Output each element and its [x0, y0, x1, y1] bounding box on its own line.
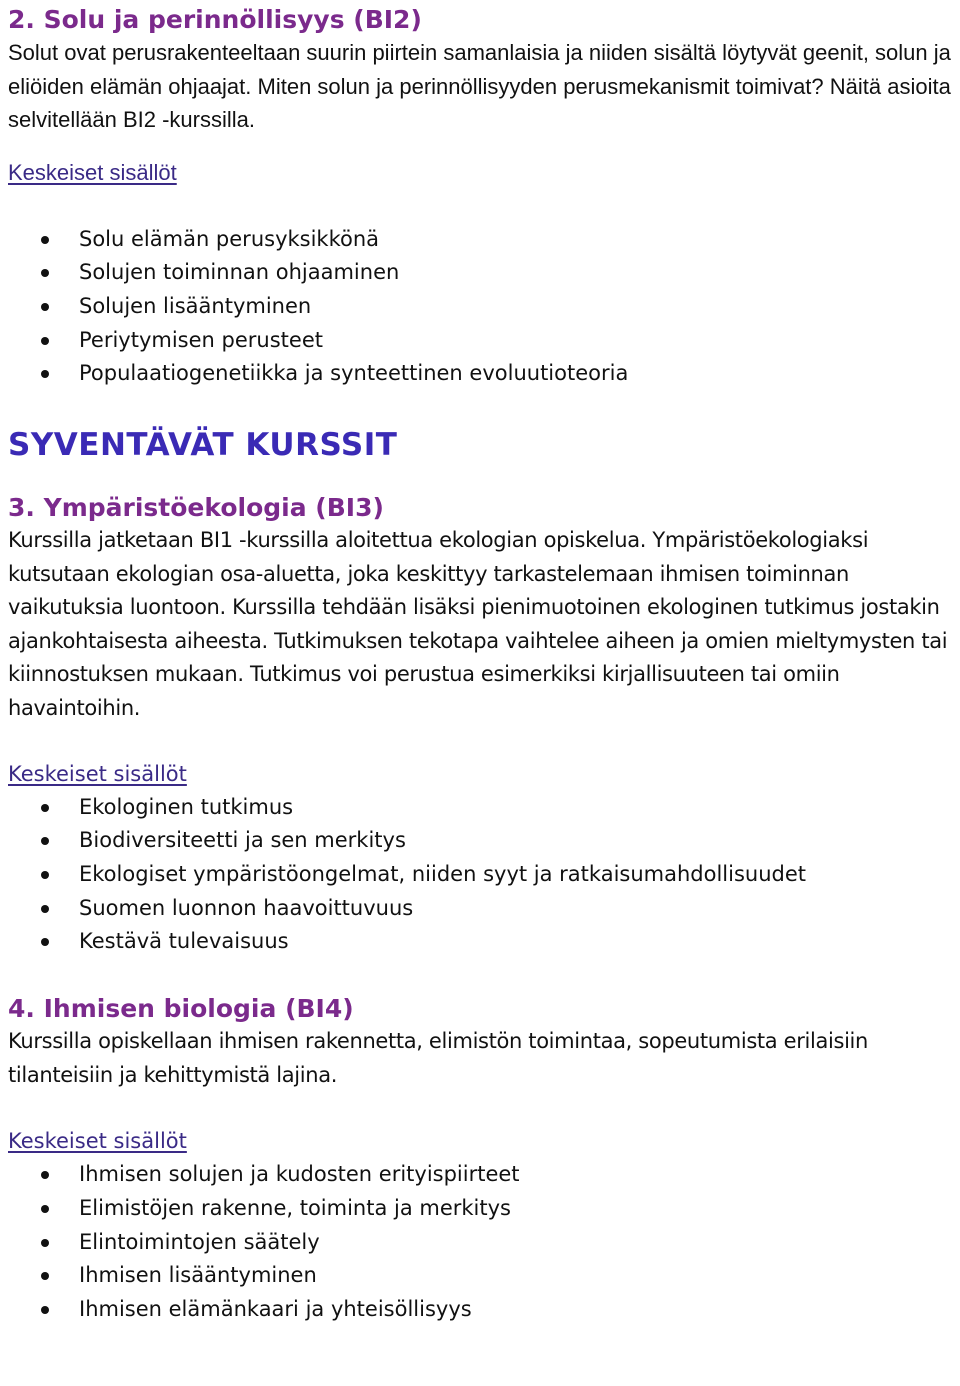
course-bi2-intro: Solut ovat perusrakenteeltaan suurin piirtein samanlaisia ja niiden sisältä löytyvät geenit, solun ja eliöiden elämän ohjaajat. Miten solun ja perinnöllisyyden perusmekanismit toimivat? Näitä asioita selvitellään BI2 -kurssilla. [8, 40, 951, 132]
list-item: Ihmisen elämänkaari ja yhteisöllisyys [8, 1293, 958, 1327]
list-item: Ihmisen solujen ja kudosten erityispiirteet [8, 1158, 958, 1192]
list-item: Ekologinen tutkimus [8, 791, 958, 825]
bullet-icon [41, 370, 49, 378]
bullet-icon [41, 1171, 49, 1179]
course-bi2 [8, 0, 958, 391]
bullet-icon [41, 269, 49, 277]
list-item: Ihmisen lisääntyminen [8, 1259, 958, 1293]
course-bi4-title: 4. Ihmisen biologia (BI4) [8, 994, 354, 1024]
bullet-icon [41, 1205, 49, 1213]
course-bi4-content-list [8, 1158, 958, 1327]
bullet-icon [41, 871, 49, 879]
document [8, 0, 958, 1327]
bullet-icon [41, 804, 49, 812]
course-bi3-contents-label: Keskeiset sisällöt [8, 761, 187, 786]
bullet-icon [41, 1272, 49, 1280]
bullet-icon [41, 1239, 49, 1247]
list-item: Periytymisen perusteet [8, 324, 958, 358]
list-item: Suomen luonnon haavoittuvuus [8, 892, 958, 926]
course-bi4-contents-label: Keskeiset sisällöt [8, 1129, 187, 1154]
bullet-icon [41, 303, 49, 311]
bullet-icon [41, 905, 49, 913]
course-bi3 [8, 491, 958, 959]
bullet-icon [41, 837, 49, 845]
list-item: Solujen lisääntyminen [8, 290, 958, 324]
list-item: Elintoimintojen säätely [8, 1226, 958, 1260]
course-bi2-contents-label: Keskeiset sisällöt [8, 159, 177, 185]
bullet-icon [41, 236, 49, 244]
course-bi4 [8, 992, 958, 1327]
bullet-icon [41, 337, 49, 345]
course-bi2-title: 2. Solu ja perinnöllisyys (BI2) [8, 5, 422, 34]
bullet-icon [41, 1306, 49, 1314]
list-item: Solu elämän perusyksikkönä [8, 223, 958, 257]
list-item: Kestävä tulevaisuus [8, 925, 958, 959]
course-bi3-intro: Kurssilla jatketaan BI1 -kurssilla aloitettua ekologian opiskelua. Ympäristöekologiaksi kutsutaan ekologian osa-aluetta, joka keskittyy tarkastelemaan ihmisen toiminnan vaikutuksia luontoon. Kurssilla tehdään lisäksi pienimuotoinen ekologinen tutkimus jostakin ajankohtaisesta aiheesta. Tutkimuksen tekotapa vaihtelee aiheen ja omien mieltymysten tai kiinnostuksen mukaan. Tutkimus voi perustua esimerkiksi kirjallisuuteen tai omiin havaintoihin. [8, 528, 948, 720]
list-item: Elimistöjen rakenne, toiminta ja merkitys [8, 1192, 958, 1226]
list-item: Biodiversiteetti ja sen merkitys [8, 824, 958, 858]
bullet-icon [41, 938, 49, 946]
course-bi2-content-list [8, 223, 958, 392]
course-bi3-content-list [8, 791, 958, 960]
course-bi4-intro: Kurssilla opiskellaan ihmisen rakennetta, elimistön toimintaa, sopeutumista erilaisiin tilanteisiin ja kehittymistä lajina. [8, 1029, 868, 1087]
list-item: Solujen toiminnan ohjaaminen [8, 256, 958, 290]
section-title: SYVENTÄVÄT KURSSIT [8, 427, 398, 464]
list-item: Ekologiset ympäristöongelmat, niiden syyt ja ratkaisumahdollisuudet [8, 858, 958, 892]
course-bi3-title: 3. Ympäristöekologia (BI3) [8, 493, 384, 523]
list-item: Populaatiogenetiikka ja synteettinen evoluutioteoria [8, 357, 958, 391]
